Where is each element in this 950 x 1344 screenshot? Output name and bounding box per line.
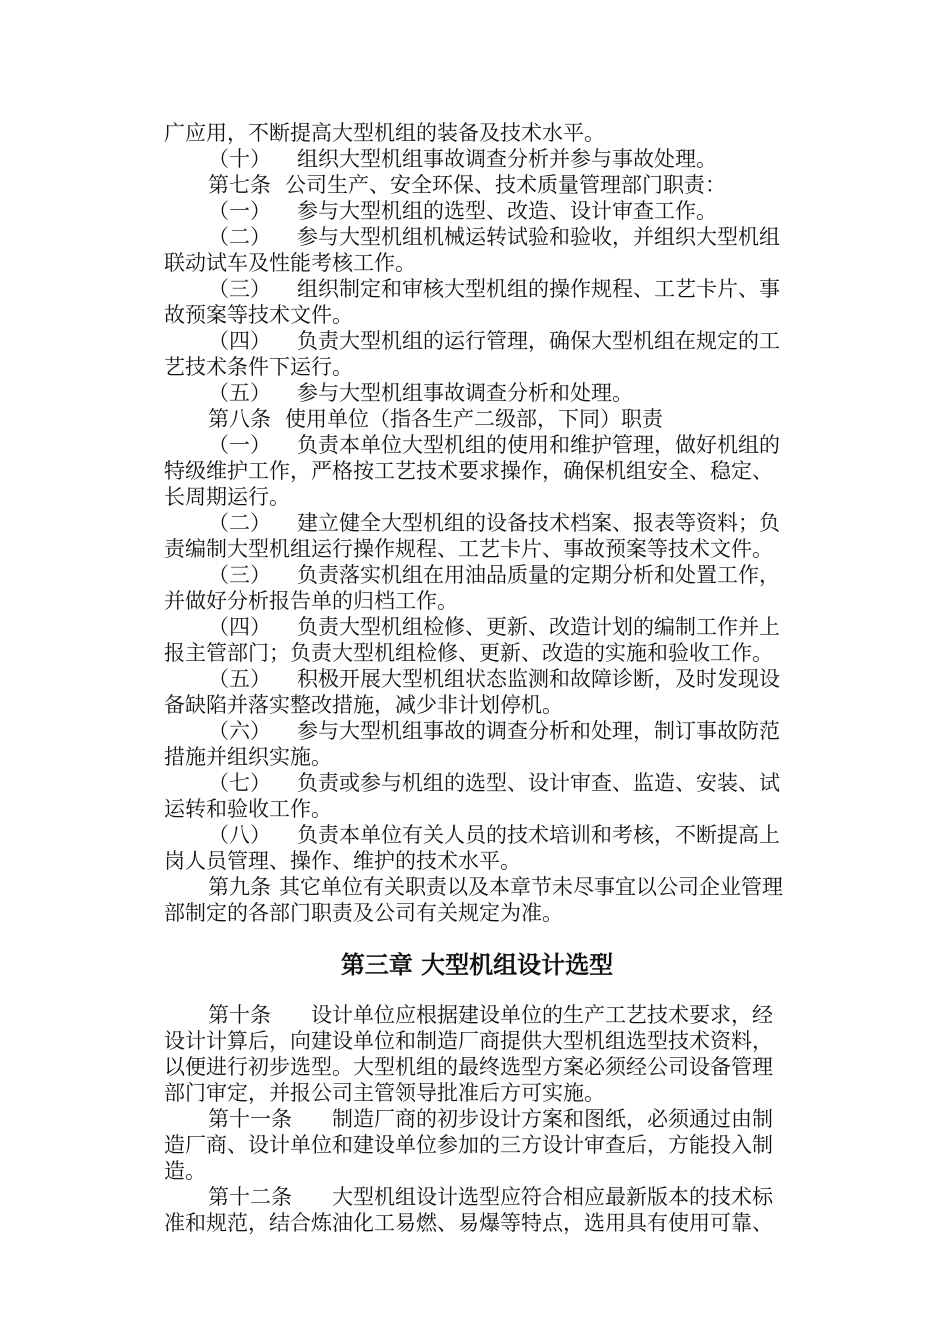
paragraph-text: 参与大型机组的选型、改造、设计审查工作。 <box>297 199 717 223</box>
paragraph-text: 使用单位（指各生产二级部，下同）职责 <box>285 407 663 431</box>
paragraph-text: 负责大型机组检修、更新、改造计划的编制工作并上报主管部门；负责大型机组检修、更新、改造的实施和验收工作。 <box>164 615 780 665</box>
article-label: 第十一条 <box>208 1107 292 1131</box>
paragraph-text: 公司生产、安全环保、技术质量管理部门职责： <box>285 173 726 197</box>
paragraph-text: 制造厂商的初步设计方案和图纸，必须通过由制造厂商、设计单位和建设单位参加的三方设计审查后，方能投入制造。 <box>164 1107 773 1183</box>
article-label: 第九条 <box>208 875 271 899</box>
paragraph-text: 负责落实机组在用油品质量的定期分析和处置工作，并做好分析报告单的归档工作。 <box>164 563 780 613</box>
paragraph <box>164 172 790 198</box>
paragraph <box>164 822 790 874</box>
item-label: （六） <box>208 719 271 743</box>
paragraph <box>164 562 790 614</box>
paragraph <box>164 120 790 146</box>
paragraph-text: 广应用，不断提高大型机组的装备及技术水平。 <box>164 121 605 145</box>
paragraph <box>164 614 790 666</box>
paragraph <box>164 1002 790 1106</box>
paragraph <box>164 224 790 276</box>
item-label: （四） <box>208 329 271 353</box>
item-label: （三） <box>208 563 271 587</box>
paragraph-text: 参与大型机组事故的调查分析和处理，制订事故防范措施并组织实施。 <box>164 719 780 769</box>
paragraph <box>164 770 790 822</box>
item-label: （一） <box>208 199 271 223</box>
paragraph <box>164 432 790 510</box>
paragraph-text: 大型机组设计选型应符合相应最新版本的技术标准和规范，结合炼油化工易燃、易爆等特点，选用具有使用可靠、 <box>164 1185 773 1235</box>
article-label: 第十条 <box>208 1003 271 1027</box>
item-label: （四） <box>208 615 271 639</box>
paragraph-text: 其它单位有关职责以及本章节未尽事宜以公司企业管理部制定的各部门职责及公司有关规定为准。 <box>164 875 783 925</box>
paragraph-text: 积极开展大型机组状态监测和故障诊断，及时发现设备缺陷并落实整改措施，减少非计划停机。 <box>164 667 780 717</box>
paragraph-text: 设计单位应根据建设单位的生产工艺技术要求，经设计计算后，向建设单位和制造厂商提供大型机组选型技术资料，以便进行初步选型。大型机组的最终选型方案必须经公司设备管理部门审定，并报公司主管领导批准后方可实施。 <box>164 1003 773 1105</box>
paragraph-text: 组织制定和审核大型机组的操作规程、工艺卡片、事故预案等技术文件。 <box>164 277 780 327</box>
item-label: （十） <box>208 147 271 171</box>
paragraph <box>164 146 790 172</box>
paragraph <box>164 406 790 432</box>
item-label: （五） <box>208 381 271 405</box>
paragraph-text: 组织大型机组事故调查分析并参与事故处理。 <box>297 147 717 171</box>
paragraph <box>164 276 790 328</box>
paragraph-text: 负责大型机组的运行管理，确保大型机组在规定的工艺技术条件下运行。 <box>164 329 780 379</box>
paragraph-text: 负责本单位大型机组的使用和维护管理，做好机组的特级维护工作，严格按工艺技术要求操作，确保机组安全、稳定、长周期运行。 <box>164 433 780 509</box>
paragraph <box>164 874 790 926</box>
item-label: （五） <box>208 667 271 691</box>
paragraph-text: 负责本单位有关人员的技术培训和考核，不断提高上岗人员管理、操作、维护的技术水平。 <box>164 823 780 873</box>
paragraph-text: 建立健全大型机组的设备技术档案、报表等资料；负责编制大型机组运行操作规程、工艺卡片、事故预案等技术文件。 <box>164 511 780 561</box>
paragraph <box>164 198 790 224</box>
article-label: 第八条 <box>208 407 271 431</box>
paragraph <box>164 1106 790 1184</box>
item-label: （二） <box>208 225 271 249</box>
chapter-title: 第三章 大型机组设计选型 <box>340 951 614 979</box>
paragraph <box>164 666 790 718</box>
paragraph-text: 负责或参与机组的选型、设计审查、监造、安装、试运转和验收工作。 <box>164 771 780 821</box>
document-body <box>164 120 790 1236</box>
item-label: （七） <box>208 771 271 795</box>
paragraph <box>164 380 790 406</box>
paragraph <box>164 328 790 380</box>
item-label: （三） <box>208 277 271 301</box>
paragraph-text: 参与大型机组机械运转试验和验收，并组织大型机组联动试车及性能考核工作。 <box>164 225 780 275</box>
item-label: （一） <box>208 433 271 457</box>
paragraph <box>164 510 790 562</box>
item-label: （二） <box>208 511 271 535</box>
paragraph <box>164 718 790 770</box>
item-label: （八） <box>208 823 271 847</box>
paragraph-text: 参与大型机组事故调查分析和处理。 <box>297 381 633 405</box>
paragraph <box>164 1184 790 1236</box>
article-label: 第十二条 <box>208 1185 292 1209</box>
article-label: 第七条 <box>208 173 271 197</box>
